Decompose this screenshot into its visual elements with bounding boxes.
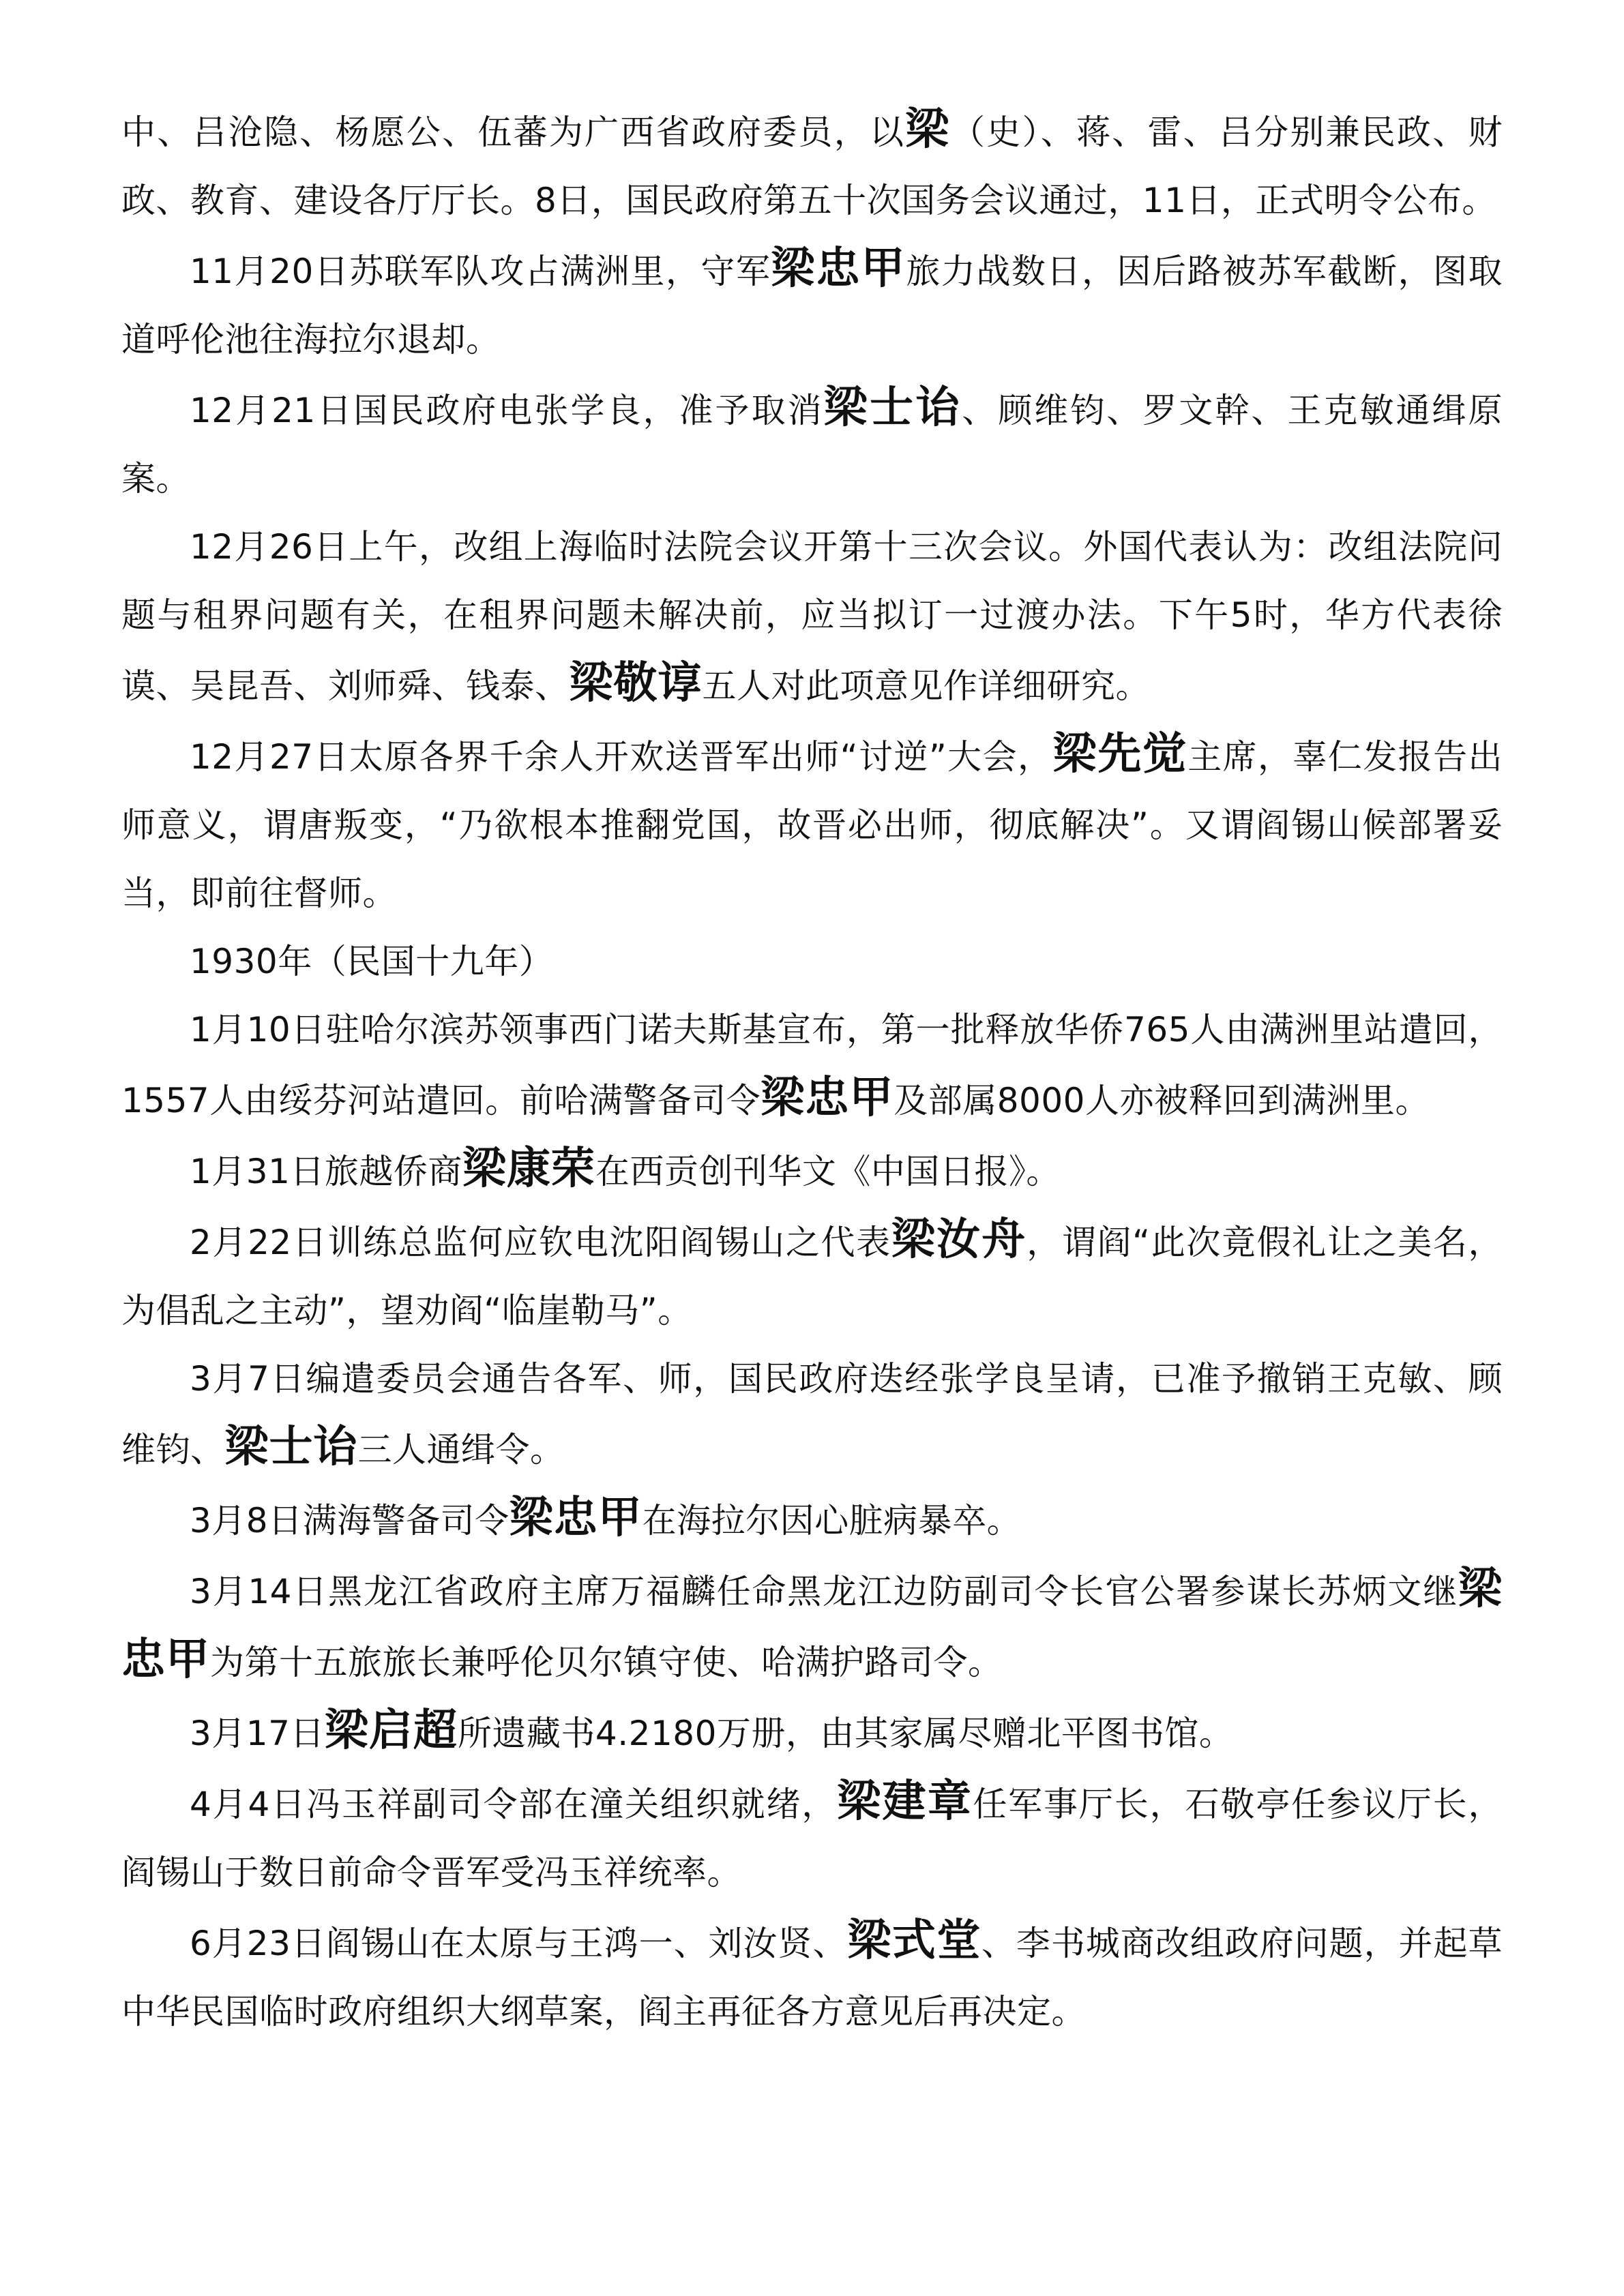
paragraph-text: 3月14日黑龙江省政府主席万福麟任命黑龙江边防副司令长官公署参谋长苏炳文继 [190, 1572, 1458, 1611]
paragraph [121, 1768, 1503, 1907]
paragraph [121, 374, 1503, 513]
paragraph-text: 及部属8000人亦被释回到满洲里。 [894, 1081, 1430, 1120]
paragraph-text: 为第十五旅旅长兼呼伦贝尔镇守使、哈满护路司令。 [210, 1643, 1003, 1682]
highlighted-name: 梁康荣 [462, 1143, 595, 1194]
paragraph-text: 3月8日满海警备司令 [190, 1501, 510, 1540]
paragraph [121, 1697, 1503, 1768]
paragraph-text: 三人通缉令。 [357, 1430, 565, 1470]
paragraph-text: 在海拉尔因心脏病暴卒。 [642, 1501, 1022, 1540]
paragraph-text: 3月17日 [190, 1714, 325, 1753]
paragraph [121, 927, 1503, 996]
paragraph-text: 所遗藏书4.2180万册，由其家属尽赠北平图书馆。 [457, 1714, 1234, 1753]
highlighted-name: 梁敬谆 [569, 657, 703, 709]
highlighted-name: 梁式堂 [847, 1915, 981, 1966]
paragraph-text: 12月26日上午，改组上海临时法院会议开第十三次会议。外国代表认为：改组法院问题与租界问题有关，在租界问题未解决前，应当拟订一过渡办法。下午5时，华方代表徐谟、吴昆吾、刘师舜、钱泰、 [121, 527, 1503, 706]
paragraph-text: ，谓阎“此次竟假礼让之美名，为倡乱之主动”，望劝阎“临崖勒马”。 [121, 1223, 1503, 1330]
document-body [121, 95, 1503, 2046]
paragraph-text: 旅力战数日，因后路被苏军截断，图取道呼伦池往海拉尔退却。 [121, 252, 1503, 359]
highlighted-name: 梁汝舟 [891, 1214, 1027, 1265]
highlighted-name: 梁士诒 [823, 382, 962, 433]
highlighted-name: 梁先觉 [1052, 728, 1188, 779]
paragraph [121, 1345, 1503, 1484]
paragraph-text: 6月23日阎锡山在太原与王鸿一、刘汝贤、 [190, 1924, 848, 1963]
paragraph [121, 235, 1503, 374]
paragraph-text: 4月4日冯玉祥副司令部在潼关组织就绪， [190, 1785, 838, 1824]
paragraph-text: 3月7日编遣委员会通告各军、师，国民政府迭经张学良呈请，已准予撤销王克敏、顾维钧、 [121, 1359, 1503, 1470]
paragraph-text: （史）、蒋、雷、吕分别兼民政、财政、教育、建设各厅厅长。8日，国民政府第五十次国务会议通过，11日，正式明令公布。 [121, 113, 1503, 220]
paragraph [121, 513, 1503, 720]
highlighted-name: 梁忠甲 [761, 1072, 894, 1123]
paragraph [121, 1135, 1503, 1206]
paragraph-text: 12月27日太原各界千余人开欢送晋军出师“讨逆”大会， [190, 737, 1053, 777]
paragraph-text: 任军事厅长，石敬亭任参议厅长，阎锡山于数日前命令晋军受冯玉祥统率。 [121, 1785, 1503, 1892]
paragraph-text: 主席，辜仁发报告出师意义，谓唐叛变，“乃欲根本推翻党国，故晋必出师，彻底解决”。又谓阎锡山候部署妥当，即前往督师。 [121, 737, 1503, 913]
paragraph-text: 2月22日训练总监何应钦电沈阳阎锡山之代表 [190, 1223, 891, 1262]
paragraph [121, 1907, 1503, 2046]
highlighted-name: 梁建章 [837, 1776, 973, 1827]
paragraph-text: 五人对此项意见作详细研究。 [702, 666, 1150, 706]
paragraph [121, 996, 1503, 1135]
highlighted-name: 梁启超 [324, 1705, 458, 1756]
highlighted-name: 梁忠甲 [509, 1492, 643, 1543]
paragraph-text: 、李书城商改组政府问题，并起草中华民国临时政府组织大纲草案，阎主再征各方意见后再决定。 [121, 1924, 1503, 2031]
highlighted-name: 梁 [905, 104, 951, 155]
paragraph-text: 1930年（民国十九年） [190, 942, 554, 981]
highlighted-name: 梁士诒 [224, 1421, 358, 1472]
paragraph-text: 、顾维钧、罗文幹、王克敏通缉原案。 [121, 391, 1503, 498]
highlighted-name: 梁忠甲 [121, 1563, 1503, 1685]
paragraph [121, 1206, 1503, 1345]
paragraph-text: 12月21日国民政府电张学良，准予取消 [190, 391, 824, 430]
paragraph-text: 1月31日旅越侨商 [190, 1152, 462, 1191]
paragraph [121, 1484, 1503, 1555]
paragraph [121, 720, 1503, 927]
highlighted-name: 梁忠甲 [771, 243, 906, 294]
paragraph [121, 1555, 1503, 1697]
paragraph [121, 95, 1503, 235]
paragraph-text: 在西贡创刊华文《中国日报》。 [595, 1152, 1061, 1191]
paragraph-text: 11月20日苏联军队攻占满洲里，守军 [190, 252, 771, 291]
paragraph-text: 中、吕沧隐、杨愿公、伍蕃为广西省政府委员，以 [121, 113, 906, 152]
paragraph-text: 1月10日驻哈尔滨苏领事西门诺夫斯基宣布，第一批释放华侨765人由满洲里站遣回，1557人由绥芬河站遣回。前哈满警备司令 [121, 1010, 1503, 1120]
